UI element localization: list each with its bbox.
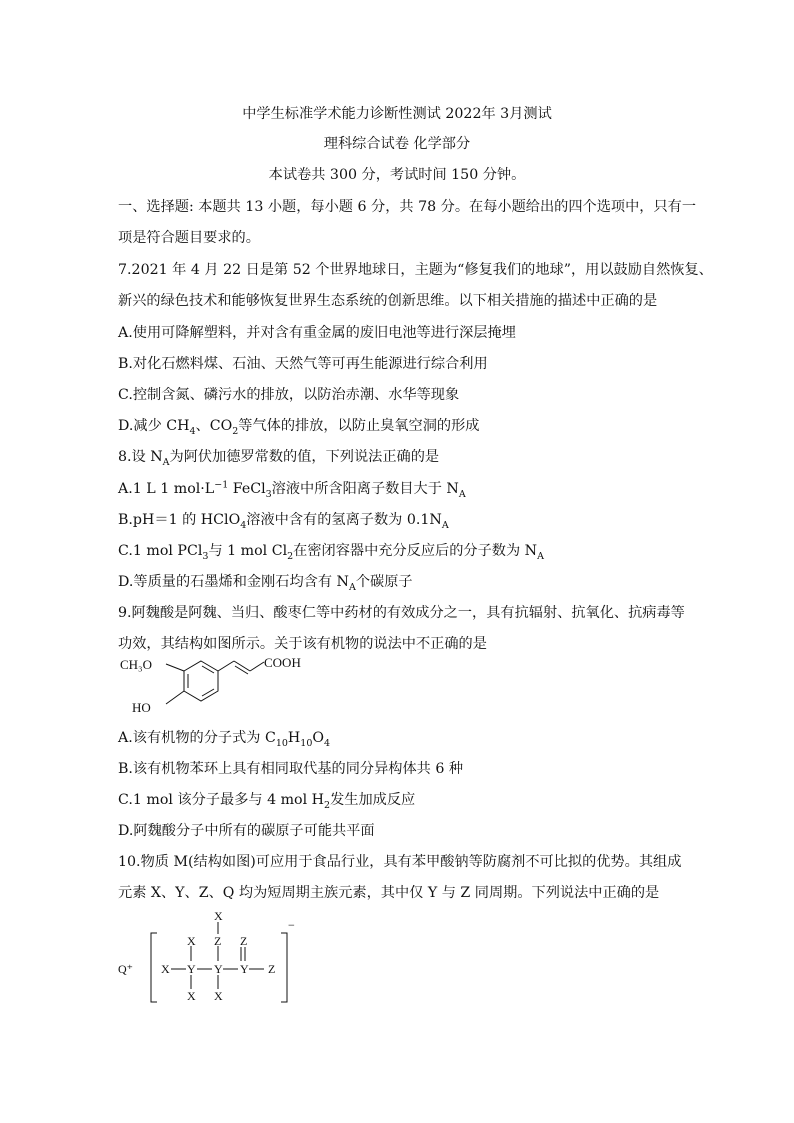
atom-y-second: Y xyxy=(214,962,223,976)
q8-option-d: D.等质量的石墨烯和金刚石均含有 $N_A$个碳原子 xyxy=(118,574,413,593)
q8-stem: 8.设 $N_A$为阿伏加德罗常数的值，下列说法正确的是 xyxy=(118,449,440,468)
atom-z-upper: Z xyxy=(214,934,222,948)
section-instruction-1: 一、选择题: 本题共 13 小题，每小题 6 分，共 78 分。在每小题给出的四个选项中，只有一 xyxy=(118,199,697,215)
ch3o-label: CH₃O xyxy=(120,657,152,672)
atom-x-left: X xyxy=(161,962,170,976)
q7-stem-1: 7.2021 年 4 月 22 日是第 52 个世界地球日，主题为“修复我们的地球”，用以鼓励自然恢复、 xyxy=(118,262,713,278)
q7-stem-2: 新兴的绿色技术和能够恢复世界生态系统的创新思维。以下相关措施的描述中正确的是 xyxy=(118,293,658,309)
exam-subtitle: 理科综合试卷 化学部分 xyxy=(323,136,471,152)
ho-label: HO xyxy=(132,700,151,715)
q10-stem-2: 元素 X、Y、Z、Q 均为短周期主族元素，其中仅 Y 与 Z 同周期。下列说法中正确的是 xyxy=(118,885,660,901)
q10-stem-1: 10.物质 M(结构如图)可应用于食品行业，具有苯甲酸钠等防腐剂不可比拟的优势。其组成 xyxy=(118,854,682,870)
q9-option-c: C.1 mol 该分子最多与 4 mol $H_2$发生加成反应 xyxy=(118,792,416,811)
compound-m-structure xyxy=(118,905,318,1010)
ferulic-acid-structure xyxy=(118,652,308,718)
q9-stem-1: 9.阿魏酸是阿魏、当归、酸枣仁等中药材的有效成分之一，具有抗辐射、抗氧化、抗病毒等 xyxy=(118,605,685,621)
anion-charge: − xyxy=(288,918,295,932)
atom-y-first: Y xyxy=(187,962,196,976)
atom-z-right: Z xyxy=(268,962,276,976)
atom-x-lower-left: X xyxy=(187,989,196,1003)
atom-x-upper-left: X xyxy=(187,934,196,948)
exam-info: 本试卷共 300 分，考试时间 150 分钟。 xyxy=(268,167,526,183)
q7-option-b: B.对化石燃料煤、石油、天然气等可再生能源进行综合利用 xyxy=(118,356,488,372)
q8-option-b: B.pH＝1 的 HClO$_4$溶液中含有的氢离子数为 $0.1N_A$ xyxy=(118,512,449,531)
q9-option-d: D.阿魏酸分子中所有的碳原子可能共平面 xyxy=(118,823,375,839)
q7-option-d: D.减少 $CH_4$、$CO_2$等气体的排放，以防止臭氧空洞的形成 xyxy=(118,418,480,437)
q7-option-c: C.控制含氮、磷污水的排放，以防治赤潮、水华等现象 xyxy=(118,387,460,403)
q-cation-label: Q⁺ xyxy=(118,962,133,976)
q9-option-b: B.该有机物苯环上具有相同取代基的同分异构体共 6 种 xyxy=(118,761,464,777)
section-instruction-2: 项是符合题目要求的。 xyxy=(118,230,260,246)
q9-option-a: A.该有机物的分子式为 $C_{10}H_{10}O_4$ xyxy=(118,730,331,749)
atom-x-top: X xyxy=(214,909,223,923)
q8-option-a: A.1 L 1 $mol\cdot L^{-1}$ FeCl$_3$溶液中所含阳离子数目大于 $N_A$ xyxy=(118,479,466,500)
q8-option-c: C.1 mol PCl$_3$与 1 mol $Cl_2$在密闭容器中充分反应后的分子数为 $N_A$ xyxy=(118,543,544,562)
cooh-label: COOH xyxy=(264,655,301,670)
q7-option-a: A.使用可降解塑料，并对含有重金属的废旧电池等进行深层掩埋 xyxy=(118,325,516,341)
exam-title: 中学生标准学术能力诊断性测试 2022年 3月测试 xyxy=(242,106,552,122)
atom-x-lower: X xyxy=(214,989,223,1003)
atom-z-double: Z xyxy=(240,934,248,948)
q9-stem-2: 功效，其结构如图所示。关于该有机物的说法中不正确的是 xyxy=(118,636,487,652)
atom-y-third: Y xyxy=(240,962,249,976)
